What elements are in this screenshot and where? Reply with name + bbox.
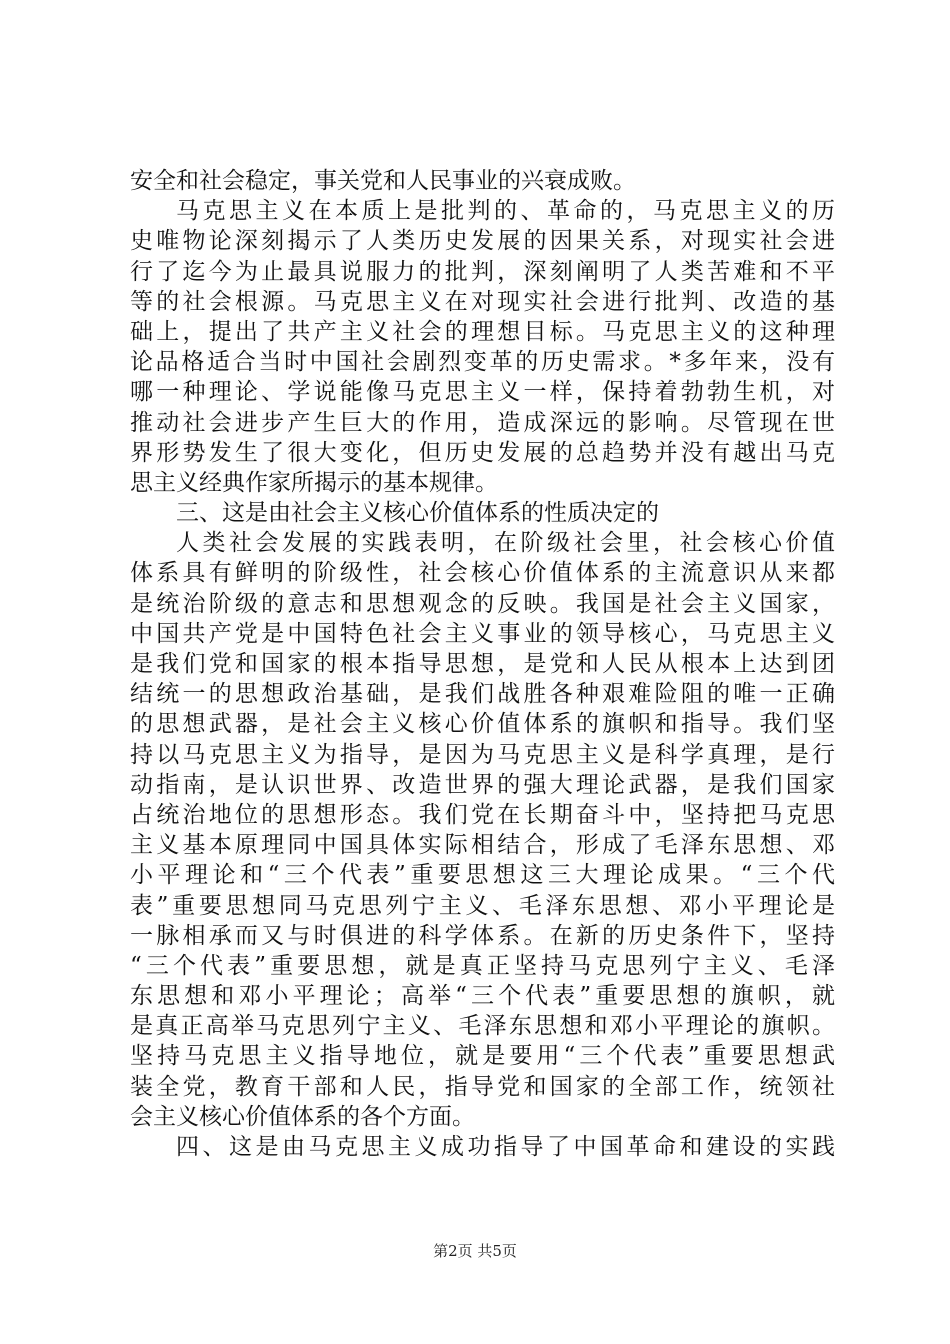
- text-line: 小平理论和“三个代表”重要思想这三大理论成果。“三个代: [130, 862, 835, 889]
- text-line: 等的社会根源。马克思主义在对现实社会进行批判、改造的基: [130, 288, 835, 315]
- text-line: 安全和社会稳定，事关党和人民事业的兴衰成败。: [130, 168, 636, 194]
- text-line: 思主义经典作家所揭示的基本规律。: [130, 469, 498, 496]
- text-line: 体系具有鲜明的阶级性，社会核心价值体系的主流意识从来都: [130, 560, 835, 587]
- document-body: [130, 166, 835, 1162]
- text-line: 会主义核心价值体系的各个方面。: [130, 1103, 475, 1130]
- text-line: 是我们党和国家的根本指导思想，是党和人民从根本上达到团: [130, 651, 835, 677]
- text-line: 东思想和邓小平理论；高举“三个代表”重要思想的旗帜，就: [130, 983, 835, 1010]
- text-line: 是真正高举马克思列宁主义、毛泽东思想和邓小平理论的旗帜。: [130, 1013, 835, 1040]
- text-line: 四、这是由马克思主义成功指导了中国革命和建设的实践: [176, 1134, 835, 1160]
- text-line: 装全党，教育干部和人民，指导党和国家的全部工作，统领社: [130, 1073, 835, 1100]
- text-line: 行了迄今为止最具说服力的批判，深刻阐明了人类苦难和不平: [130, 258, 835, 285]
- text-line: “三个代表”重要思想，就是真正坚持马克思列宁主义、毛泽: [130, 952, 835, 979]
- text-line: 中国共产党是中国特色社会主义事业的领导核心，马克思主义: [130, 620, 835, 647]
- text-line: 哪一种理论、学说能像马克思主义一样，保持着勃勃生机，对: [130, 379, 835, 406]
- text-line: 占统治地位的思想形态。我们党在长期奋斗中，坚持把马克思: [130, 801, 835, 828]
- text-line: 史唯物论深刻揭示了人类历史发展的因果关系，对现实社会进: [130, 228, 835, 255]
- text-line: 是统治阶级的意志和思想观念的反映。我国是社会主义国家，: [130, 590, 835, 617]
- text-line: 主义基本原理同中国具体实际相结合，形成了毛泽东思想、邓: [130, 832, 835, 859]
- text-line: 的思想武器，是社会主义核心价值体系的旗帜和指导。我们坚: [130, 711, 835, 738]
- text-line: 界形势发生了很大变化，但历史发展的总趋势并没有越出马克: [130, 439, 835, 466]
- page-footer: 第2页 共5页: [433, 1242, 517, 1260]
- text-line: 结统一的思想政治基础，是我们战胜各种艰难险阻的唯一正确: [130, 681, 835, 708]
- text-line: 表”重要思想同马克思列宁主义、毛泽东思想、邓小平理论是: [130, 892, 835, 919]
- text-line: 坚持马克思主义指导地位，就是要用“三个代表”重要思想武: [130, 1043, 835, 1070]
- text-line: 础上，提出了共产主义社会的理想目标。马克思主义的这种理: [130, 318, 835, 345]
- text-line: 人类社会发展的实践表明，在阶级社会里，社会核心价值: [176, 530, 835, 557]
- text-line: 一脉相承而又与时俱进的科学体系。在新的历史条件下，坚持: [130, 922, 835, 949]
- text-line: 三、这是由社会主义核心价值体系的性质决定的: [176, 500, 659, 527]
- text-line: 动指南，是认识世界、改造世界的强大理论武器，是我们国家: [130, 771, 835, 798]
- text-line: 论品格适合当时中国社会剧烈变革的历史需求。*多年来，没有: [130, 349, 835, 376]
- text-line: 马克思主义在本质上是批判的、革命的，马克思主义的历: [176, 198, 835, 225]
- text-line: 推动社会进步产生巨大的作用，造成深远的影响。尽管现在世: [130, 409, 835, 436]
- text-line: 持以马克思主义为指导，是因为马克思主义是科学真理，是行: [130, 741, 835, 768]
